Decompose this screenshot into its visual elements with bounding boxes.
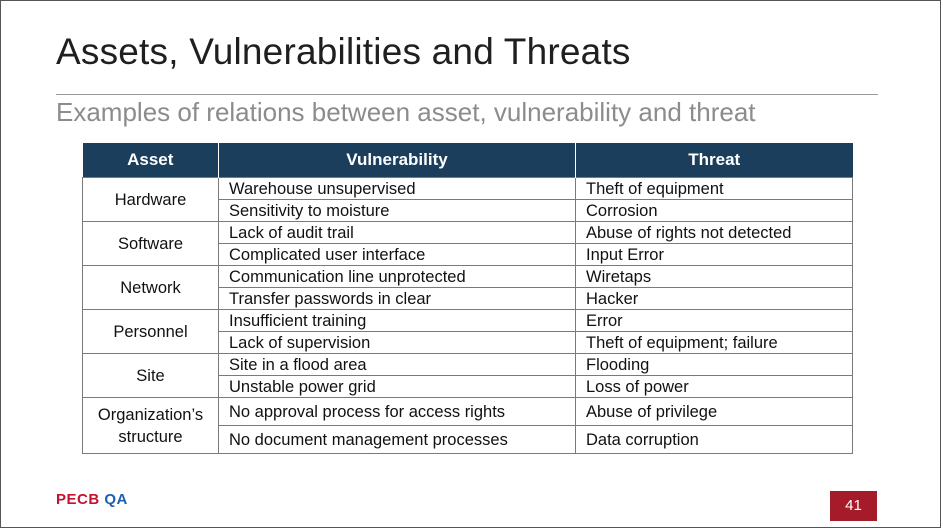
- logo-pecb-text: PECB: [56, 491, 100, 508]
- asset-cell: Network: [83, 266, 219, 310]
- table-row: [83, 398, 853, 426]
- vulnerability-cell: Complicated user interface: [219, 244, 576, 266]
- vulnerability-cell: Communication line unprotected: [219, 266, 576, 288]
- threat-cell: Wiretaps: [576, 266, 853, 288]
- asset-cell: Personnel: [83, 310, 219, 354]
- title-divider: [56, 94, 878, 95]
- table-row: [83, 310, 853, 332]
- asset-cell: Hardware: [83, 178, 219, 222]
- asset-cell: Site: [83, 354, 219, 398]
- vulnerability-cell: Lack of supervision: [219, 332, 576, 354]
- threat-cell: Error: [576, 310, 853, 332]
- table-row: [83, 222, 853, 244]
- vulnerability-cell: Lack of audit trail: [219, 222, 576, 244]
- table-row: [83, 266, 853, 288]
- vulnerability-cell: Sensitivity to moisture: [219, 200, 576, 222]
- threat-cell: Theft of equipment: [576, 178, 853, 200]
- asset-cell: Organization’s structure: [83, 398, 219, 454]
- threat-cell: Abuse of privilege: [576, 398, 853, 426]
- slide-title: Assets, Vulnerabilities and Threats: [56, 31, 631, 72]
- table-row: [83, 354, 853, 376]
- asset-cell: Software: [83, 222, 219, 266]
- threat-cell: Corrosion: [576, 200, 853, 222]
- slide-subtitle: Examples of relations between asset, vulnerability and threat: [56, 97, 756, 127]
- header-asset: Asset: [83, 143, 219, 178]
- vulnerability-cell: Warehouse unsupervised: [219, 178, 576, 200]
- vulnerability-cell: Insufficient training: [219, 310, 576, 332]
- vulnerability-cell: Transfer passwords in clear: [219, 288, 576, 310]
- vulnerability-cell: Unstable power grid: [219, 376, 576, 398]
- table-row: [83, 178, 853, 200]
- threat-cell: Flooding: [576, 354, 853, 376]
- asset-vulnerability-threat-table: [82, 143, 853, 454]
- threat-cell: Loss of power: [576, 376, 853, 398]
- page-number-badge: 41: [830, 491, 877, 521]
- threat-cell: Input Error: [576, 244, 853, 266]
- logo-qa-text: QA: [104, 491, 128, 508]
- vulnerability-cell: Site in a flood area: [219, 354, 576, 376]
- vulnerability-cell: No document management processes: [219, 426, 576, 454]
- pecb-qa-logo: [56, 491, 128, 508]
- threat-cell: Data corruption: [576, 426, 853, 454]
- vulnerability-cell: No approval process for access rights: [219, 398, 576, 426]
- threat-cell: Theft of equipment; failure: [576, 332, 853, 354]
- header-threat: Threat: [576, 143, 853, 178]
- threat-cell: Abuse of rights not detected: [576, 222, 853, 244]
- table-header-row: [83, 143, 853, 178]
- header-vulnerability: Vulnerability: [219, 143, 576, 178]
- threat-cell: Hacker: [576, 288, 853, 310]
